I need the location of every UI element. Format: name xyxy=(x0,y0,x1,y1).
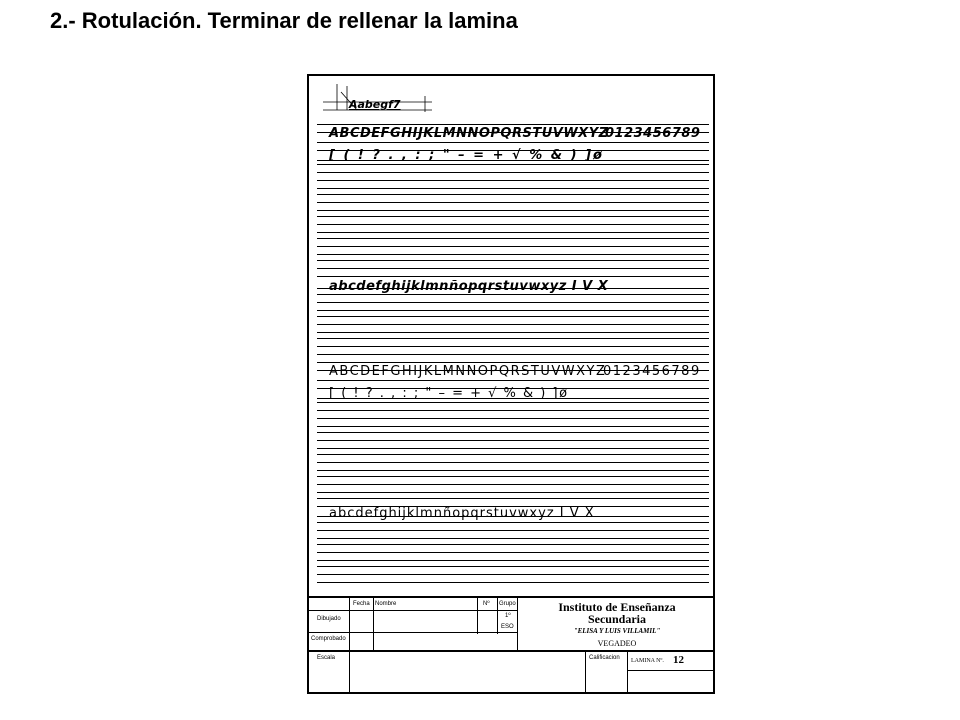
guide-line xyxy=(317,476,709,477)
guide-line xyxy=(317,260,709,261)
drawing-sheet xyxy=(307,74,715,694)
guide-line xyxy=(317,418,709,419)
dibujado-label: Dibujado xyxy=(317,616,341,622)
guide-line xyxy=(317,552,709,553)
plain-uppercase-row: ABCDEFGHIJKLMNNOPQRSTUVWXYZ xyxy=(329,364,607,379)
guide-line xyxy=(317,338,709,339)
guide-line xyxy=(317,346,709,347)
guide-line xyxy=(317,276,709,277)
guide-line xyxy=(317,180,709,181)
grupo-label: Grupo xyxy=(499,601,516,607)
guide-line xyxy=(317,522,709,523)
numero-label: Nº xyxy=(483,601,490,607)
guide-line xyxy=(317,142,709,143)
guide-line xyxy=(317,362,709,363)
guide-line xyxy=(317,194,709,195)
italic-lowercase-row: abcdefghijklmnñopqrstuvwxyz I V X xyxy=(329,279,609,294)
guide-line xyxy=(317,432,709,433)
guide-line xyxy=(317,324,709,325)
guide-line xyxy=(317,560,709,561)
guide-line xyxy=(317,188,709,189)
lettering-sample xyxy=(317,82,437,114)
guide-line xyxy=(317,124,709,125)
institute-name-1: Instituto de Enseñanza xyxy=(558,600,676,614)
guide-line xyxy=(317,210,709,211)
guide-line xyxy=(317,268,709,269)
guide-line xyxy=(317,498,709,499)
guide-line xyxy=(317,566,709,567)
guide-line xyxy=(317,484,709,485)
guide-line xyxy=(317,492,709,493)
guide-line xyxy=(317,354,709,355)
guide-line xyxy=(317,172,709,173)
institute-name-2: Secundaria xyxy=(587,612,646,626)
guide-line xyxy=(317,232,709,233)
guide-line xyxy=(317,448,709,449)
grupo-value-1: 1º xyxy=(505,613,511,619)
guide-line xyxy=(317,410,709,411)
plain-digits-row: 0123456789 xyxy=(603,364,701,379)
guide-line xyxy=(317,462,709,463)
italic-uppercase-row: ABCDEFGHIJKLMNNOPQRSTUVWXYZ xyxy=(329,126,609,141)
guide-line xyxy=(317,254,709,255)
guide-line xyxy=(317,216,709,217)
institute-city: VEGADEO xyxy=(597,639,637,648)
guide-line xyxy=(317,294,709,295)
guide-line xyxy=(317,530,709,531)
guide-line xyxy=(317,380,709,381)
guide-line xyxy=(317,316,709,317)
guide-line xyxy=(317,574,709,575)
fecha-label: Fecha xyxy=(353,601,370,607)
guide-line xyxy=(317,332,709,333)
guide-line xyxy=(317,470,709,471)
escala-label: Escala xyxy=(317,655,336,661)
guide-line xyxy=(317,202,709,203)
title-block xyxy=(309,596,713,694)
guide-line xyxy=(317,224,709,225)
guide-line xyxy=(317,538,709,539)
institute-name-3: "ELISA Y LUIS VILLAMIL" xyxy=(573,627,661,635)
guide-line xyxy=(317,302,709,303)
sample-text: Aabegf7 xyxy=(349,98,401,111)
guide-line xyxy=(317,582,709,583)
slide-title: 2.- Rotulación. Terminar de rellenar la lamina xyxy=(50,8,518,33)
guide-line xyxy=(317,440,709,441)
guide-line xyxy=(317,238,709,239)
lamina-number: 12 xyxy=(673,654,684,666)
lamina-label: LAMINA Nº. xyxy=(631,658,664,664)
guide-line xyxy=(317,164,709,165)
calificacion-label: Calificacion xyxy=(589,655,620,661)
nombre-label: Nombre xyxy=(375,601,397,607)
guide-line xyxy=(317,454,709,455)
italic-digits-row: 0123456789 xyxy=(605,126,701,141)
guide-line xyxy=(317,544,709,545)
italic-symbols-row: [ ( ! ? . , : ; " – = + √ % & ) ]ø xyxy=(329,148,604,163)
guide-line xyxy=(317,426,709,427)
grupo-value-2: ESO xyxy=(501,624,514,630)
guide-line xyxy=(317,310,709,311)
guide-line xyxy=(317,402,709,403)
comprobado-label: Comprobado xyxy=(311,636,346,642)
guide-line xyxy=(317,246,709,247)
plain-lowercase-row: abcdefghijklmnñopqrstuvwxyz I V X xyxy=(329,506,595,521)
plain-symbols-row: [ ( ! ? . , : ; " – = + √ % & ) ]ø xyxy=(329,386,569,401)
